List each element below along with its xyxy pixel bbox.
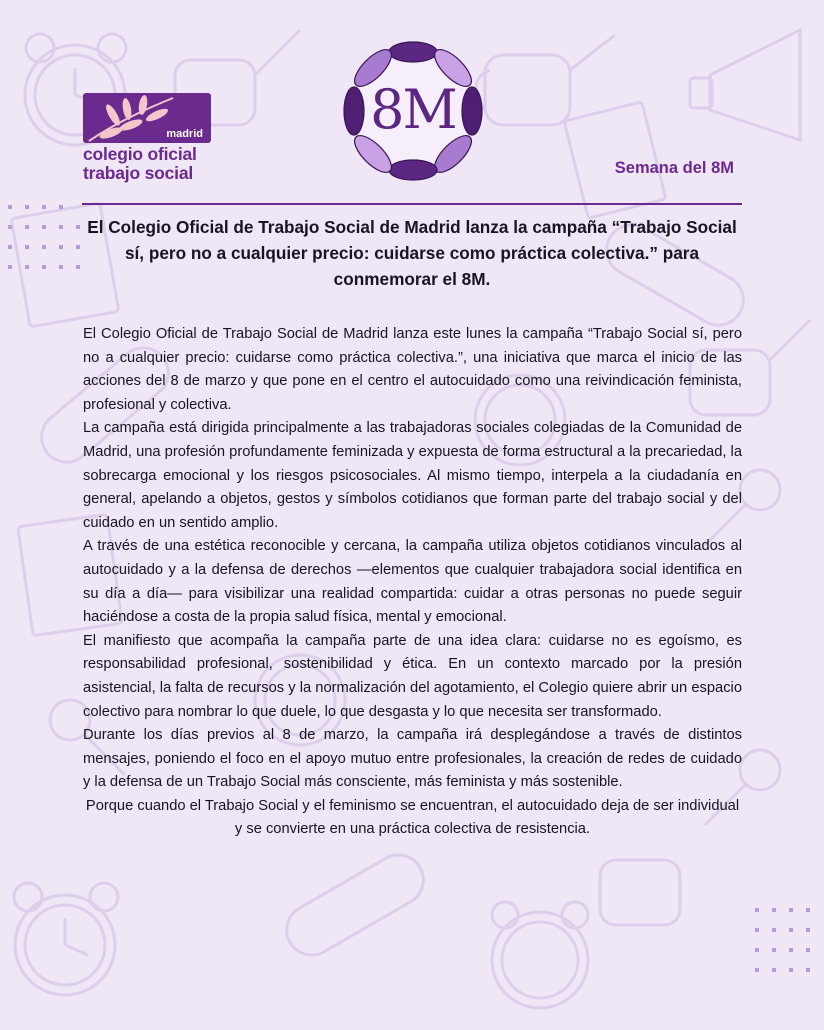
alarm-clock-icon (14, 883, 118, 995)
logo-badge (83, 93, 211, 143)
bandage-icon (278, 846, 433, 964)
paragraph-2: La campaña está dirigida principalmente a las trabajadoras sociales colegiadas de la Comunidad de Madrid, una profesión profundamente feminizada y expuesta de forma estructural a la precariedad, la sobrecarga emocional y los riesgos psicosociales. Al mismo tiempo, interpela a la ciudadanía en general, apelando a objetos, gestos y símbolos cotidianos que forman parte del trabajo social y del cuidado en un sentido amplio. (83, 420, 742, 531)
alarm-clock-icon (492, 902, 588, 1008)
header-divider (82, 203, 742, 205)
megaphone-icon (690, 30, 800, 140)
headline: El Colegio Oficial de Trabajo Social de Madrid lanza la campaña “Trabajo Social sí, pero no a cualquier precio: cuidarse como práctica colectiva.” para conmemorar el 8M. (87, 217, 737, 289)
paragraph-5: Durante los días previos al 8 de marzo, la campaña irá desplegándose a través de distintos mensajes, poniendo el foco en el apoyo mutuo entre profesionales, la creación de redes de cuidado y la defensa de un Trabajo Social más consciente, más feminista y más sostenible. (83, 727, 742, 791)
emblem-8m-text: 8M (370, 78, 456, 141)
closing-paragraph: Porque cuando el Trabajo Social y el feminismo se encuentran, el autocuidado deja de ser individual y se convierte en una práctica colectiva de resistencia. (85, 797, 740, 838)
logo-line-2: trabajo social (83, 163, 194, 183)
paragraph-4: El manifiesto que acompaña la campaña parte de una idea clara: cuidarse no es egoísmo, es responsabilidad profesional, sostenibilidad y ética. En un contexto marcado por la presión asistencial, la falta de recursos y la normalización del agotamiento, el Colegio quiere abrir un espacio colectivo para nombrar lo que duele, lo que desgasta y lo que necesita ser transformado. (83, 632, 742, 720)
logo-line-1: colegio oficial (83, 144, 197, 164)
paragraph-3: A través de una estética reconocible y cercana, la campaña utiliza objetos cotidianos vinculados al autocuidado y a la defensa de derechos —elementos que cualquier trabajadora social identifica en su día a día— para visibilizar una realidad compartida: cuidar a otras personas no puede seguir haciéndose a costa de la propia salud física, mental y emocional. (83, 538, 742, 626)
semana-label: Semana del 8M (614, 159, 734, 177)
paragraph-1: El Colegio Oficial de Trabajo Social de Madrid lanza este lunes la campaña “Trabajo Social sí, pero no a cualquier precio: cuidarse como práctica colectiva.”, una iniciativa que marca el inicio de las acciones del 8 de marzo y que pone en el centro el autocuidado como una reivindicación feminista, profesional y colectiva. (83, 326, 742, 413)
article-body (83, 323, 742, 842)
logo-madrid: madrid (166, 128, 203, 140)
watering-can-icon (476, 35, 615, 125)
watering-can-icon (600, 860, 680, 925)
